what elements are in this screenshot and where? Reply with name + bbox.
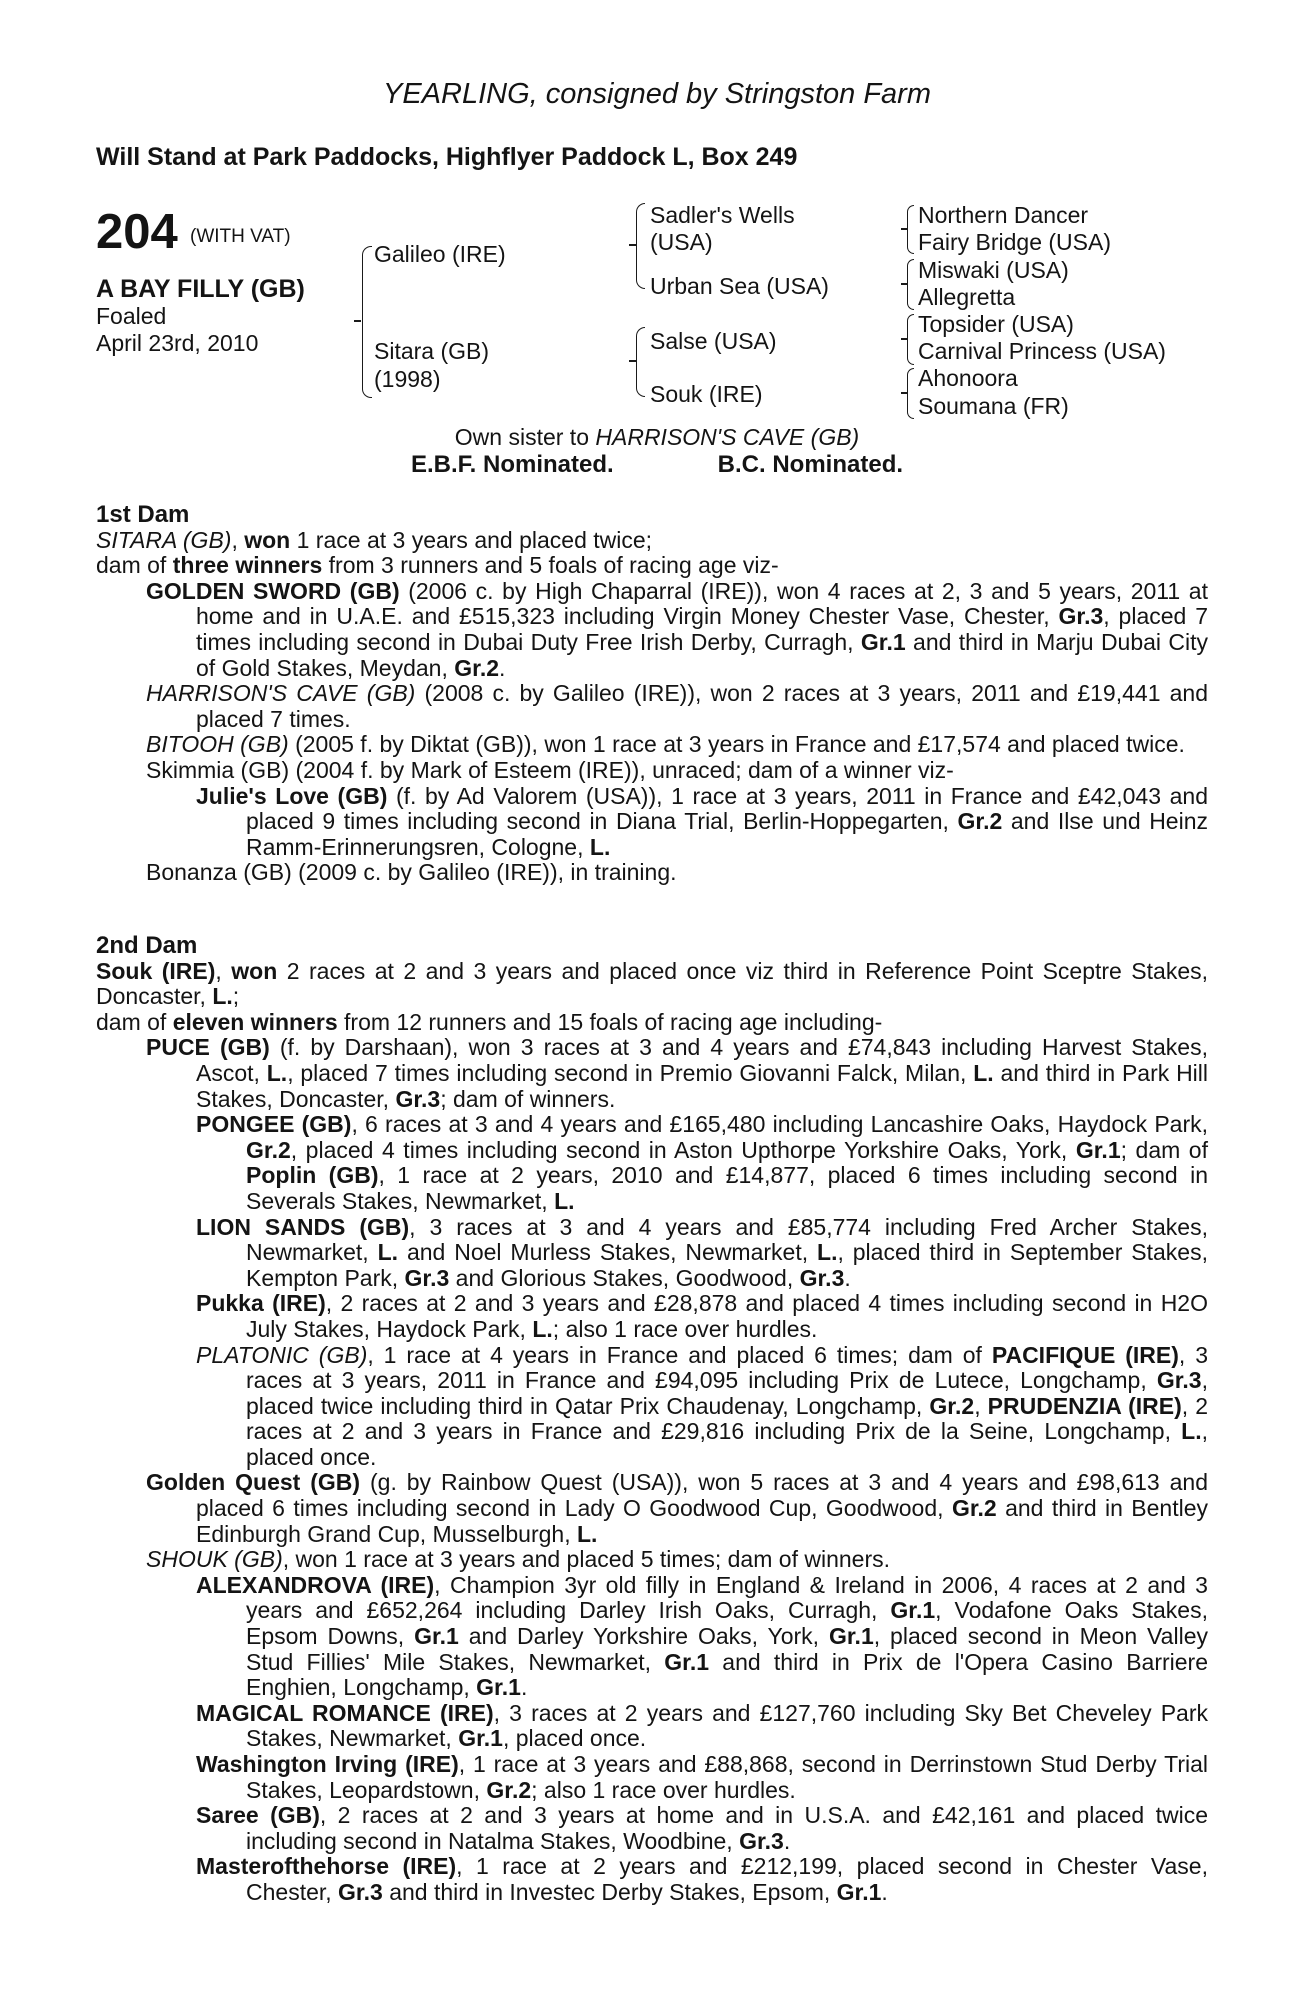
second-dam-text: 2 races at 2 and 3 years and placed once viz third in Reference Point Sceptre Stakes, Doncaster,	[96, 957, 1209, 1010]
second-dam-text: L.	[577, 1520, 598, 1547]
foaled-label: Foaled	[96, 303, 167, 329]
first-dam-entry	[146, 681, 1208, 732]
first-dam-text: .	[499, 654, 506, 681]
pedigree-brace-dam-side	[636, 327, 645, 397]
second-dam-text: Gr.3	[1156, 1367, 1202, 1394]
second-dam-text: .	[783, 1827, 791, 1854]
first-dam-text: three winners	[172, 552, 323, 579]
sire-sire-name: Sadler's Wells	[650, 202, 795, 228]
sister-note	[0, 424, 1314, 451]
sire-name: Galileo (IRE)	[374, 241, 506, 267]
pedigree-brace-sire-side	[636, 203, 645, 289]
horse-name: A BAY FILLY (GB)	[96, 275, 305, 303]
second-dam-text: , placed third in September Stakes, Kempton Park,	[246, 1239, 1208, 1291]
second-dam-text: ; dam of winners.	[440, 1085, 616, 1112]
first-dam-entry	[146, 732, 1208, 758]
second-dam-entry	[196, 1701, 1208, 1752]
dam-name: Sitara (GB)	[374, 338, 490, 364]
pedigree-brace-gen1	[362, 246, 372, 398]
second-dam-text: Gr.1	[890, 1597, 936, 1624]
second-dam-text: , 2 races at 2 and 3 years at home and in U.S.A. and £42,161 and placed twice including second in Natalma Stakes, Woodbine,	[246, 1802, 1208, 1854]
dam-sire-name: Salse (USA)	[650, 328, 777, 354]
first-dam-entry	[146, 758, 1208, 784]
second-dam-text: Saree (GB)	[196, 1802, 320, 1829]
second-dam-text: Pukka (IRE)	[196, 1290, 326, 1317]
second-dam-text: L.	[212, 983, 233, 1010]
first-dam-text: Gr.2	[454, 654, 500, 681]
first-dam-text: GOLDEN SWORD (GB)	[146, 577, 400, 604]
first-dam-entry	[196, 784, 1208, 861]
second-dam-text: , 2 races at 2 and 3 years in France and £29,816 including Prix de la Seine, Longchamp,	[246, 1392, 1208, 1445]
second-dam-entry	[196, 1343, 1208, 1471]
second-dam-text: , 2 races at 2 and 3 years and £28,878 and placed 4 times including second in H2O July Stakes, Haydock Park,	[246, 1290, 1208, 1342]
second-dam-text: and third in Park Hill Stakes, Doncaster,	[196, 1059, 1209, 1112]
second-dam-text: ,	[974, 1392, 988, 1419]
second-dam-text: Golden Quest (GB)	[146, 1469, 361, 1496]
dam-dam-name: Souk (IRE)	[650, 381, 763, 407]
second-dam-text: Gr.3	[739, 1827, 784, 1854]
pedigree-brace-g3-3	[907, 314, 914, 365]
first-dam-entry	[146, 579, 1208, 681]
second-dam-text: ,	[215, 957, 232, 984]
first-dam-section	[96, 502, 1208, 886]
second-dam-entry	[96, 1010, 1208, 1036]
second-dam-entry	[146, 1547, 1208, 1573]
second-dam-text: PUCE (GB)	[146, 1034, 270, 1061]
second-dam-text: , placed second in Meon Valley Stud Fillies' Mile Stakes, Newmarket,	[246, 1623, 1208, 1675]
first-dam-text: 1 race at 3 years and placed twice;	[290, 526, 653, 553]
ancestor-dds: Ahonoora	[918, 365, 1018, 391]
second-dam-text: Gr.1	[476, 1674, 521, 1701]
first-dam-text: HARRISON'S CAVE (GB)	[146, 680, 416, 707]
second-dam-text: Gr.2	[486, 1776, 532, 1803]
second-dam-text: Gr.1	[1075, 1136, 1121, 1163]
second-dam-text: .	[844, 1264, 851, 1291]
nominations	[0, 451, 1314, 479]
pedigree-brace-g3-4	[907, 368, 914, 419]
second-dam-text: L.	[266, 1059, 288, 1086]
sister-prefix: Own sister to	[454, 424, 596, 450]
second-dam-entry	[196, 1573, 1208, 1701]
second-dam-text: .	[881, 1878, 888, 1905]
first-dam-text: and third in Marju Dubai City of Gold Stakes, Meydan,	[196, 628, 1208, 681]
first-dam-text: , placed 7 times including second in Dubai Duty Free Irish Derby, Curragh,	[196, 603, 1208, 655]
second-dam-text: Masterofthehorse (IRE)	[196, 1853, 457, 1880]
second-dam-text: Gr.1	[458, 1725, 503, 1752]
second-dam-text: , 1 race at 2 years, 2010 and £14,877, placed 6 times including second in Severals Stakes, Newmarket,	[246, 1162, 1208, 1214]
pedigree-brace-dam-side-tick	[629, 360, 636, 362]
first-dam-text: (2006 c. by High Chaparral (IRE)), won 4 races at 2, 3 and 5 years, 2011 at home and in U.A.E. and £515,323 including Virgin Money Chester Vase, Chester,	[196, 577, 1208, 630]
pedigree-brace-g3-2-tick	[901, 283, 908, 285]
sire-dam-name: Urban Sea (USA)	[650, 273, 829, 299]
vat-note: (WITH VAT)	[190, 226, 291, 247]
ancestor-sdd: Allegretta	[918, 284, 1016, 310]
foaled-date: April 23rd, 2010	[96, 330, 259, 356]
first-dam-text: (f. by Ad Valorem (USA)), 1 race at 3 years, 2011 in France and £42,043 and placed 9 times including second in Diana Trial, Berlin-Hoppegarten,	[246, 782, 1208, 835]
second-dam-text: L.	[817, 1239, 838, 1266]
second-dam-text: , placed once.	[246, 1418, 1208, 1470]
second-dam-text: PACIFIQUE (IRE)	[991, 1341, 1179, 1368]
bc-nomination: B.C. Nominated.	[717, 451, 904, 478]
first-dam-text: won	[244, 526, 291, 553]
pedigree-brace-gen1-tick	[354, 320, 361, 322]
second-dam-text: Gr.2	[929, 1392, 975, 1419]
second-dam-text: ;	[232, 983, 240, 1010]
first-dam-text: Gr.3	[1058, 603, 1104, 630]
second-dam-text: and third in Prix de l'Opera Casino Barriere Enghien, Longchamp,	[246, 1648, 1208, 1701]
second-dam-text: ; also 1 race over hurdles.	[531, 1776, 796, 1803]
first-dam-text: Gr.2	[957, 808, 1003, 835]
first-dam-text: Skimmia (GB) (2004 f. by Mark of Esteem (IRE)), unraced; dam of a winner viz-	[146, 756, 954, 783]
second-dam-text: and third in Bentley Edinburgh Grand Cup, Musselburgh,	[196, 1495, 1209, 1547]
first-dam-entry	[96, 528, 1208, 554]
second-dam-section	[96, 933, 1208, 1906]
second-dam-text: L.	[377, 1239, 399, 1266]
second-dam-entry	[196, 1291, 1208, 1342]
second-dam-text: eleven winners	[172, 1008, 338, 1035]
ancestor-sss: Northern Dancer	[918, 202, 1089, 228]
second-dam-entry	[196, 1803, 1208, 1854]
ancestor-ssd: Fairy Bridge (USA)	[918, 229, 1111, 255]
first-dam-text: BITOOH (GB)	[146, 731, 289, 758]
second-dam-entry	[196, 1854, 1208, 1905]
second-dam-text: MAGICAL ROMANCE (IRE)	[196, 1699, 494, 1726]
second-dam-text: , placed twice including third in Qatar Prix Chaudenay, Longchamp,	[246, 1367, 1208, 1419]
pedigree-brace-g3-1-tick	[901, 228, 908, 230]
second-dam-text: Gr.3	[799, 1264, 845, 1291]
sire-sire-origin: (USA)	[650, 229, 713, 255]
second-dam-text: and third in Investec Derby Stakes, Epsom,	[382, 1878, 837, 1905]
second-dam-text: , won 1 race at 3 years and placed 5 times; dam of winners.	[282, 1546, 890, 1573]
pedigree-brace-g3-1	[907, 205, 914, 254]
second-dam-text: , placed 7 times including second in Premio Giovanni Falck, Milan,	[287, 1059, 974, 1086]
second-dam-text: ALEXANDROVA (IRE)	[196, 1571, 435, 1598]
second-dam-text: from 12 runners and 15 foals of racing age including-	[337, 1008, 883, 1035]
second-dam-text: Gr.3	[395, 1085, 441, 1112]
pedigree-brace-sire-side-tick	[629, 244, 636, 246]
second-dam-entry	[196, 1112, 1208, 1214]
second-dam-text: , 3 races at 2 years and £127,760 including Sky Bet Cheveley Park Stakes, Newmarket,	[246, 1699, 1208, 1752]
first-dam-text: (2008 c. by Galileo (IRE)), won 2 races at 3 years, 2011 and £19,441 and placed 7 times.	[196, 680, 1209, 732]
sister-horse: HARRISON'S CAVE (GB)	[595, 424, 860, 450]
first-dam-text: from 3 runners and 5 foals of racing age viz-	[322, 552, 779, 579]
second-dam-text: Gr.2	[951, 1495, 997, 1522]
second-dam-text: ; also 1 race over hurdles.	[552, 1315, 818, 1342]
second-dam-text: , 6 races at 3 and 4 years and £165,480 including Lancashire Oaks, Haydock Park,	[351, 1111, 1209, 1138]
second-dam-entry	[196, 1752, 1208, 1803]
second-dam-entry	[196, 1215, 1208, 1292]
first-dam-heading: 1st Dam	[96, 501, 190, 528]
pedigree-brace-g3-2	[907, 259, 914, 310]
first-dam-text: L.	[589, 833, 611, 860]
second-dam-entry	[146, 1470, 1208, 1547]
second-dam-text: and Noel Murless Stakes, Newmarket,	[398, 1239, 818, 1266]
stabling-location: Will Stand at Park Paddocks, Highflyer Paddock L, Box 249	[96, 143, 798, 171]
second-dam-text: and Glorious Stakes, Goodwood,	[449, 1264, 800, 1291]
second-dam-text: (f. by Darshaan), won 3 races at 3 and 4 years and £74,843 including Harvest Stakes, Ascot,	[196, 1034, 1208, 1086]
second-dam-text: .	[520, 1674, 528, 1701]
first-dam-text: Gr.1	[860, 628, 906, 655]
ancestor-dsd: Carnival Princess (USA)	[918, 338, 1166, 364]
first-dam-body	[96, 528, 1208, 886]
first-dam-text: dam of	[96, 552, 173, 579]
second-dam-text: , Vodafone Oaks Stakes, Epsom Downs,	[246, 1597, 1208, 1650]
second-dam-entry	[96, 959, 1208, 1010]
second-dam-text: Poplin (GB)	[246, 1162, 379, 1189]
second-dam-text: Souk (IRE)	[96, 957, 216, 984]
first-dam-entry	[96, 553, 1208, 579]
second-dam-text: Gr.1	[828, 1623, 874, 1650]
first-dam-text: Bonanza (GB) (2009 c. by Galileo (IRE)), in training.	[146, 859, 677, 886]
ancestor-ddd: Soumana (FR)	[918, 393, 1069, 419]
first-dam-text: and Ilse und Heinz Ramm-Erinnerungsren, Cologne,	[246, 808, 1209, 860]
second-dam-text: Gr.3	[404, 1264, 450, 1291]
second-dam-text: dam of	[96, 1008, 173, 1035]
second-dam-text: Gr.1	[836, 1878, 882, 1905]
second-dam-text: , placed once.	[502, 1725, 647, 1752]
second-dam-text: , placed 4 times including second in Aston Upthorpe Yorkshire Oaks, York,	[290, 1136, 1076, 1163]
second-dam-text: Gr.3	[338, 1878, 383, 1905]
second-dam-text: , 3 races at 3 and 4 years and £85,774 including Fred Archer Stakes, Newmarket,	[246, 1213, 1208, 1266]
ebf-nomination: E.B.F. Nominated.	[410, 451, 614, 478]
second-dam-text: PLATONIC (GB)	[196, 1341, 368, 1368]
second-dam-text: Washington Irving (IRE)	[196, 1751, 459, 1777]
first-dam-text: Julie's Love (GB)	[196, 782, 388, 809]
second-dam-text: , 1 race at 2 years and £212,199, placed second in Chester Vase, Chester,	[246, 1853, 1208, 1905]
ancestor-dss: Topsider (USA)	[918, 311, 1074, 337]
second-dam-text: Gr.1	[414, 1623, 459, 1650]
second-dam-text: , Champion 3yr old filly in England & Ireland in 2006, 4 races at 2 and 3 years and £652,264 including Darley Irish Oaks, Curragh,	[246, 1571, 1208, 1624]
second-dam-text: L.	[554, 1187, 575, 1214]
second-dam-entry	[146, 1035, 1208, 1112]
second-dam-text: Gr.2	[246, 1136, 291, 1163]
second-dam-heading: 2nd Dam	[96, 932, 198, 959]
second-dam-text: ; dam of	[1120, 1136, 1208, 1163]
ancestor-sds: Miswaki (USA)	[918, 257, 1069, 283]
pedigree-brace-g3-4-tick	[901, 392, 908, 394]
second-dam-body	[96, 959, 1208, 1906]
first-dam-entry	[146, 860, 1208, 886]
second-dam-text: L.	[1181, 1418, 1202, 1445]
second-dam-text: PRUDENZIA (IRE)	[987, 1392, 1182, 1419]
first-dam-text: ,	[231, 526, 245, 553]
second-dam-text: L.	[973, 1059, 994, 1086]
lot-number: 204	[96, 205, 178, 259]
consignor-line: YEARLING, consigned by Stringston Farm	[382, 78, 931, 110]
second-dam-text: L.	[532, 1315, 553, 1342]
second-dam-text: LION SANDS (GB)	[196, 1213, 410, 1240]
dam-year: (1998)	[374, 366, 441, 392]
second-dam-text: and Darley Yorkshire Oaks, York,	[458, 1623, 829, 1650]
pedigree-brace-g3-3-tick	[901, 338, 908, 340]
second-dam-text: , 1 race at 4 years in France and placed 6 times; dam of	[367, 1341, 992, 1368]
first-dam-text: (2005 f. by Diktat (GB)), won 1 race at 3 years in France and £17,574 and placed twice.	[288, 731, 1185, 758]
second-dam-text: PONGEE (GB)	[196, 1111, 352, 1138]
second-dam-text: (g. by Rainbow Quest (USA)), won 5 races at 3 and 4 years and £98,613 and placed 6 times including second in Lady O Goodwood Cup, Goodwood,	[196, 1469, 1209, 1522]
second-dam-text: won	[231, 957, 278, 984]
first-dam-text: SITARA (GB)	[96, 526, 232, 553]
second-dam-text: SHOUK (GB)	[146, 1546, 283, 1573]
second-dam-text: , 3 races at 3 years, 2011 in France and £94,095 including Prix de Lutece, Longchamp,	[246, 1341, 1209, 1394]
second-dam-text: Gr.1	[664, 1648, 710, 1675]
second-dam-text: , 1 race at 3 years and £88,868, second in Derrinstown Stud Derby Trial Stakes, Leopardstown,	[246, 1751, 1208, 1803]
